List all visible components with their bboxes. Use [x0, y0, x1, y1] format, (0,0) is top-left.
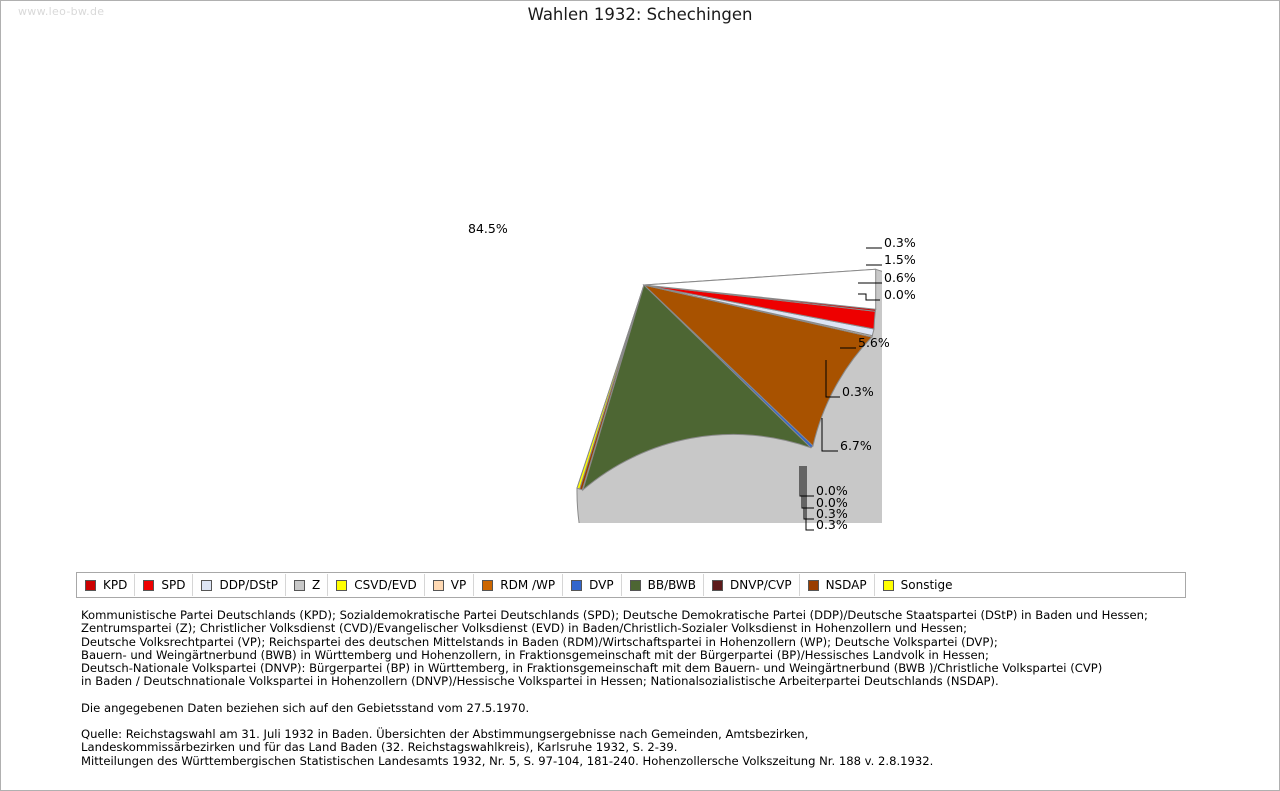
watermark: www.leo-bw.de [18, 5, 105, 18]
callout-zero-2: 0.0% [816, 495, 848, 510]
legend-swatch-icon [482, 580, 493, 591]
legend-item-nsdap[interactable] [800, 574, 875, 596]
legend-swatch-icon [201, 580, 212, 591]
footnotes [81, 609, 1221, 768]
legend-swatch-icon [143, 580, 154, 591]
callout-rdmwp: 5.6% [858, 335, 890, 350]
note-parties-4: Bauern- und Weingärtnerbund (BWB) in Württemberg und Hohenzollern, in Fraktionsgemeinschaft mit der Bürgerpartei (BP)/Hessisches Landvolk in Hessen; [81, 647, 989, 662]
callout-ddp: 0.6% [884, 270, 916, 285]
note-parties-2: Zentrumspartei (Z); Christlicher Volksdienst (CVD)/Evangelischer Volksdienst (EVD) in Baden/Christlich-Sozialer Volksdienst in Hohenzollern und Hessen; [81, 621, 968, 636]
callout-kpd: 0.3% [884, 235, 916, 250]
legend-item-dnvp[interactable] [704, 574, 800, 596]
legend-label: DDP/DStP [219, 578, 279, 592]
legend-swatch-icon [294, 580, 305, 591]
note-parties-6: in Baden / Deutschnationale Volkspartei in Hohenzollern (DNVP)/Hessische Volkspartei in Hessen; Nationalsozialistische Arbeiterpartei Deutschlands (NSDAP). [81, 674, 999, 689]
legend-label: DNVP/CVP [730, 578, 792, 592]
legend-label: RDM /WP [500, 578, 556, 592]
legend-item-z[interactable] [286, 574, 328, 596]
callout-sonstige: 0.3% [816, 517, 848, 532]
callout-vp: 0.0% [884, 287, 916, 302]
legend-item-csvd[interactable] [328, 574, 425, 596]
legend-label: CSVD/EVD [354, 578, 417, 592]
callout-dnvp: 0.0% [816, 483, 848, 498]
legend-item-vp[interactable] [425, 574, 474, 596]
legend-label: SPD [161, 578, 186, 592]
page-title: Wahlen 1932: Schechingen [527, 5, 753, 24]
legend-label: DVP [589, 578, 614, 592]
note-territory: Die angegebenen Daten beziehen sich auf den Gebietsstand vom 27.5.1970. [81, 700, 530, 715]
note-source-3: Mitteilungen des Württembergischen Statistischen Landesamts 1932, Nr. 5, S. 97-104, 181-240. Hohenzollersche Volkszeitung Nr. 188 v. 2.8.1932. [81, 753, 934, 768]
legend-swatch-icon [712, 580, 723, 591]
legend-swatch-icon [630, 580, 641, 591]
legend-item-rdmwp[interactable] [474, 574, 563, 596]
callout-dvp: 0.3% [842, 384, 874, 399]
legend-label: BB/BWB [647, 578, 697, 592]
slice-label-z: 84.5% [468, 221, 508, 236]
legend-swatch-icon [808, 580, 819, 591]
legend-item-kpd[interactable] [77, 574, 135, 596]
callout-nsdap: 0.3% [816, 506, 848, 521]
legend-label: Z [312, 578, 321, 592]
legend-swatch-icon [571, 580, 582, 591]
note-parties-5: Deutsch-Nationale Volkspartei (DNVP): Bürgerpartei (BP) in Württemberg, in Fraktionsgemeinschaft mit dem Bauern- und Weingärtnerbund (BWB )/Christliche Volkspartei (CVP) [81, 661, 1103, 676]
callout-bbbwb: 6.7% [840, 438, 872, 453]
note-source-2: Landeskommissärbezirken und für das Land Baden (32. Reichstagswahlkreis), Karlsruhe 1932, S. 2-39. [81, 740, 678, 755]
legend-item-bbbwb[interactable] [622, 574, 704, 596]
legend-label: Sonstige [900, 578, 953, 592]
legend-item-ddp[interactable] [193, 574, 286, 596]
legend-item-spd[interactable] [135, 574, 193, 596]
legend-swatch-icon [433, 580, 444, 591]
legend-swatch-icon [85, 580, 96, 591]
legend [76, 572, 1186, 598]
note-parties-1: Kommunistische Partei Deutschlands (KPD); Sozialdemokratische Partei Deutschlands (SPD); Deutsche Demokratische Partei (DDP)/Deutsche Staatspartei (DStP) in Baden und Hessen; [81, 608, 1148, 622]
legend-label: KPD [103, 578, 128, 592]
note-parties-3: Deutsche Volksrechtpartei (VP); Reichspartei des deutschen Mittelstands in Baden (RDM)/Wirtschaftspartei in Hohenzollern (WP); Deutsche Volkspartei (DVP); [81, 634, 998, 649]
legend-label: VP [450, 578, 467, 592]
pie-svg [406, 47, 882, 523]
pie-chart [406, 47, 882, 523]
legend-swatch-icon [336, 580, 347, 591]
legend-label: NSDAP [825, 578, 867, 592]
callout-spd: 1.5% [884, 252, 916, 267]
legend-swatch-icon [883, 580, 894, 591]
legend-item-sonstige[interactable] [875, 574, 960, 596]
note-source-1: Quelle: Reichstagswahl am 31. Juli 1932 in Baden. Übersichten der Abstimmungsergebnisse nach Gemeinden, Amtsbezirken, [81, 727, 809, 742]
legend-item-dvp[interactable] [563, 574, 621, 596]
